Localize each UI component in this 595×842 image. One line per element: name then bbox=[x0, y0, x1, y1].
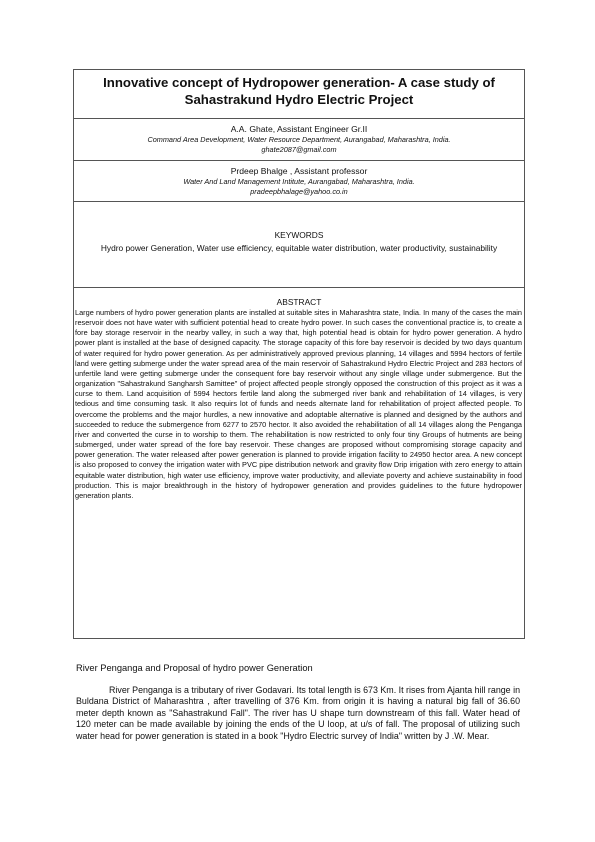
keywords-cell bbox=[74, 202, 524, 288]
abstract-heading: ABSTRACT bbox=[276, 297, 322, 307]
header-table bbox=[73, 69, 525, 639]
paper-title: Innovative concept of Hydropower generation- A case study of Sahastrakund Hydro Electric Project bbox=[103, 75, 495, 107]
abstract-cell bbox=[74, 288, 524, 638]
abstract-text: Large numbers of hydro power generation plants are installed at suitable sites in Maharashtra state, India. In many of the cases the main reservoir does not have water with sufficient potential head to create hydro power. In such cases the conventional practice is, to create a fore bay storage reservoir in the nearby valley, in such a way that, high potential head is obtain for hydro power generation. A hydro power plant is installed at the base of designed capacity. The storage capacity of this fore bay reservoir is decided by two days quantum of water required for hydro power generation. As per administratively approved previous planning, 14 villages and 5994 hectors of fertile land were getting submerge under the water spread area of the main reservoir of Sahastrakund Hydro Electric Project and 283 hectors of unfertile land were getting submerge under the consequent fore bay reservoir without any single village under submergence. But the organization "Sahastrakund Sangharsh Samittee" of project affected people strongly opposed the construction of this project as it was a curse to them. Land acquisition of 5994 hectors fertile land along the submerged river bank and rehabilitation of 14 villages, is very tedious and time consuming task. It also requirs lot of funds and needs alternate land for rehabilitation of project affected people. To overcome the problems and the major hurdles, a new innovative and adoptable alternative is planned and designed by the authors and succeeded to reduce the submergence from 6277 to 2570 hector. It also avoided the rehabilitation of all 14 villages along the Penganga river and converted the curse in to worship to them. The rehabilitation is now restricted to only four tiny Groups of hutments are being submerged, under water spread of the fore bay reservoir. These changes are proposed without compromising storage capacity and power generation. The water released after power generation is planned to provide irrigation facility to 24950 hector area. A new concept is also proposed to convey the irrigation water with PVC pipe distribution network and gravity flow Drip irrigation with zero energy to attain equitable water distribution, high water use efficiency, improve water productivity, and alleviate poverty and achieve sustainability in food production. This is major breakthrough in the history of hydropower generation and provides guidelines to the future hydropower generation plants. bbox=[75, 308, 522, 500]
author-email: pradeepbhalage@yahoo.co.in bbox=[250, 187, 348, 196]
author-cell-2 bbox=[74, 161, 524, 202]
author-affiliation: Command Area Development, Water Resource Department, Aurangabad, Maharashtra, India. bbox=[147, 135, 451, 144]
section-heading: River Penganga and Proposal of hydro power Generation bbox=[76, 663, 313, 673]
author-email: ghate2087@gmail.com bbox=[261, 145, 337, 154]
author-name: Prdeep Bhalge , Assistant professor bbox=[230, 166, 368, 176]
keywords-text: Hydro power Generation, Water use efficiency, equitable water distribution, water productivity, sustainability bbox=[100, 243, 498, 253]
title-cell bbox=[74, 70, 524, 119]
author-affiliation: Water And Land Management Intitute, Aurangabad, Maharashtra, India. bbox=[183, 177, 415, 186]
section-paragraph: River Penganga is a tributary of river Godavari. Its total length is 673 Km. It rises from Ajanta hill range in Buldana District of Maharashtra , after travelling of 376 Km. from origin it is having a natural big fall of 36.60 meter depth known as "Sahastrakund Fall". The river has U shape turn downstream of this fall. Water head of 120 meter can be made available by joining the ends of the U loop, at u/s of fall. The proposal of utilizing such water head for power generation is stated in a book "Hydro Electric survey of India" written by J .W. Mear. bbox=[76, 685, 520, 741]
keywords-heading: KEYWORDS bbox=[274, 230, 324, 240]
author-cell-1 bbox=[74, 119, 524, 161]
author-name: A.A. Ghate, Assistant Engineer Gr.II bbox=[230, 124, 368, 134]
